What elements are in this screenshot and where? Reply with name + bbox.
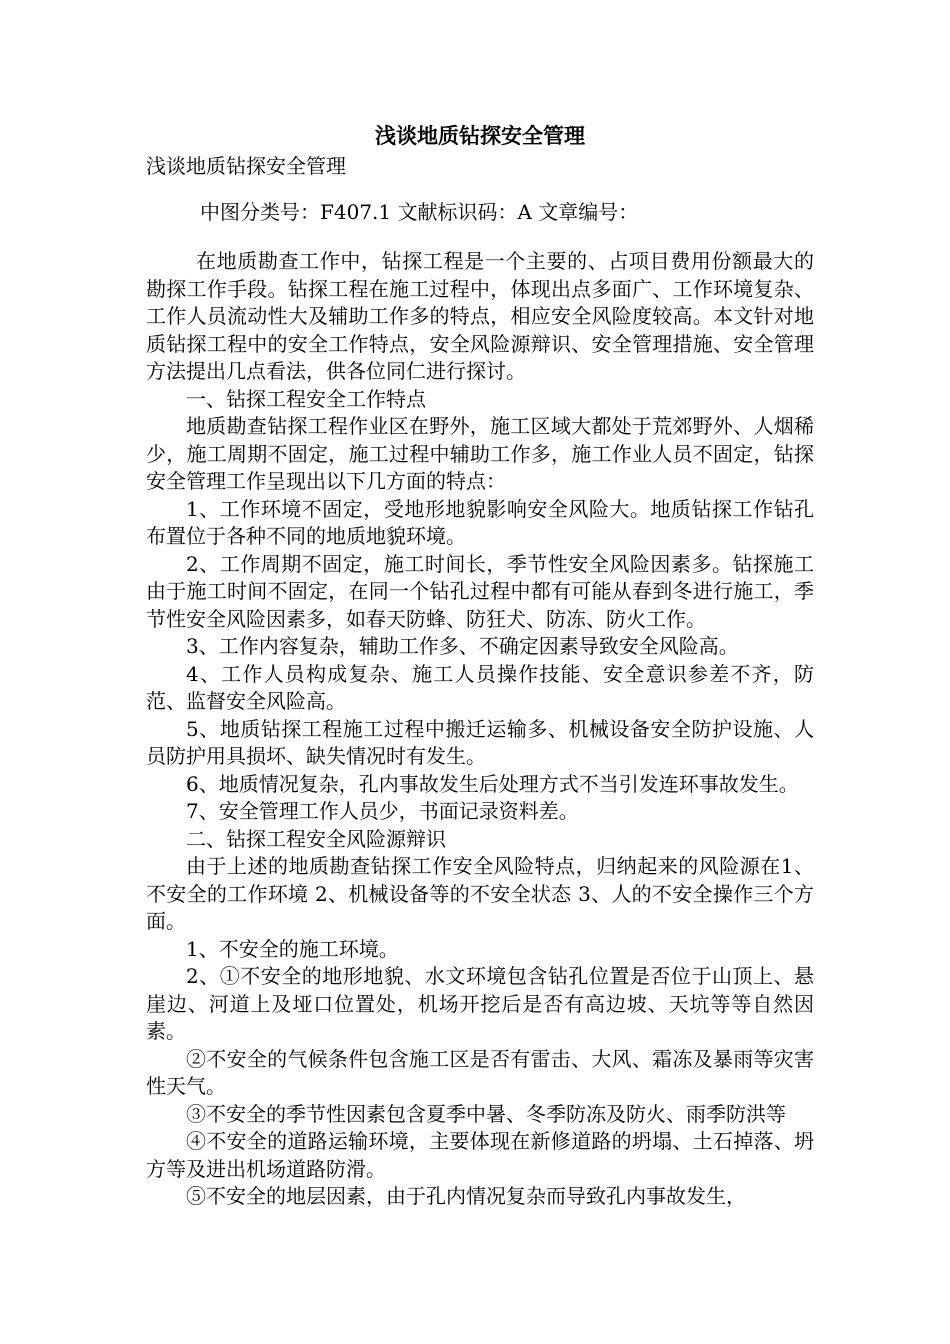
paragraph: 由于上述的地质勘查钻探工作安全风险特点，归纳起来的风险源在1、不安全的工作环境 2、机械设备等的不安全状态 3、人的不安全操作三个方面。	[146, 854, 814, 933]
list-item: ②不安全的气候条件包含施工区是否有雷击、大风、霜冻及暴雨等灾害性天气。	[146, 1046, 814, 1098]
section-heading: 一、钻探工程安全工作特点	[186, 386, 426, 411]
list-item: 3、工作内容复杂，辅助工作多、不确定因素导致安全风险高。	[186, 634, 739, 658]
list-item: 4、工作人员构成复杂、施工人员操作技能、安全意识参差不齐，防范、监督安全风险高。	[146, 661, 814, 713]
document-subtitle: 浅谈地质钻探安全管理	[146, 154, 346, 178]
list-item: 1、工作环境不固定，受地形地貌影响安全风险大。地质钻探工作钻孔布置位于各种不同的地质地貌环境。	[146, 496, 814, 548]
document-page	[146, 120, 814, 1211]
paragraph-abstract: 在地质勘查工作中，钻探工程是一个主要的、占项目费用份额最大的勘探工作手段。钻探工程在施工过程中，体现出点多面广、工作环境复杂、工作人员流动性大及辅助工作多的特点，相应安全风险度较高。本文针对地质钻探工程中的安全工作特点，安全风险源辩识、安全管理措施、安全管理方法提出几点看法，供各位同仁进行探讨。	[146, 249, 814, 383]
list-item: 7、安全管理工作人员少，书面记录资料差。	[186, 799, 579, 823]
document-title: 浅谈地质钻探安全管理	[375, 123, 585, 148]
list-item: ③不安全的季节性因素包含夏季中暑、冬季防冻及防火、雨季防洪等	[186, 1101, 786, 1126]
list-item: 2、①不安全的地形地貌、水文环境包含钻孔位置是否位于山顶上、悬崖边、河道上及垭口位置处，机场开挖后是否有高边坡、天坑等等自然因素。	[146, 964, 814, 1043]
list-item: ④不安全的道路运输环境，主要体现在新修道路的坍塌、土石掉落、坍方等及进出机场道路防滑。	[146, 1129, 814, 1181]
list-item: 1、不安全的施工环境。	[186, 936, 399, 961]
list-item: 6、地质情况复杂，孔内事故发生后处理方式不当引发连环事故发生。	[186, 771, 799, 796]
list-item: 2、工作周期不固定，施工时间长，季节性安全风险因素多。钻探施工由于施工时间不固定，在同一个钻孔过程中都有可能从春到冬进行施工，季节性安全风险因素多，如春天防蜂、防狂犬、防冻、防火工作。	[146, 551, 814, 631]
list-item: ⑤不安全的地层因素，由于孔内情况复杂而导致孔内事故发生，	[186, 1184, 746, 1208]
classification-line: 中图分类号：F407.1 文献标识码：A 文章编号：	[200, 200, 639, 224]
list-item: 5、地质钻探工程施工过程中搬迁运输多、机械设备安全防护设施、人员防护用具损坏、缺失情况时有发生。	[146, 716, 814, 768]
section-heading: 二、钻探工程安全风险源辩识	[186, 826, 446, 851]
document-body	[146, 248, 814, 1211]
paragraph: 地质勘查钻探工程作业区在野外，施工区域大都处于荒郊野外、人烟稀少，施工周期不固定，施工过程中辅助工作多，施工作业人员不固定，钻探安全管理工作呈现出以下几方面的特点：	[146, 414, 814, 493]
